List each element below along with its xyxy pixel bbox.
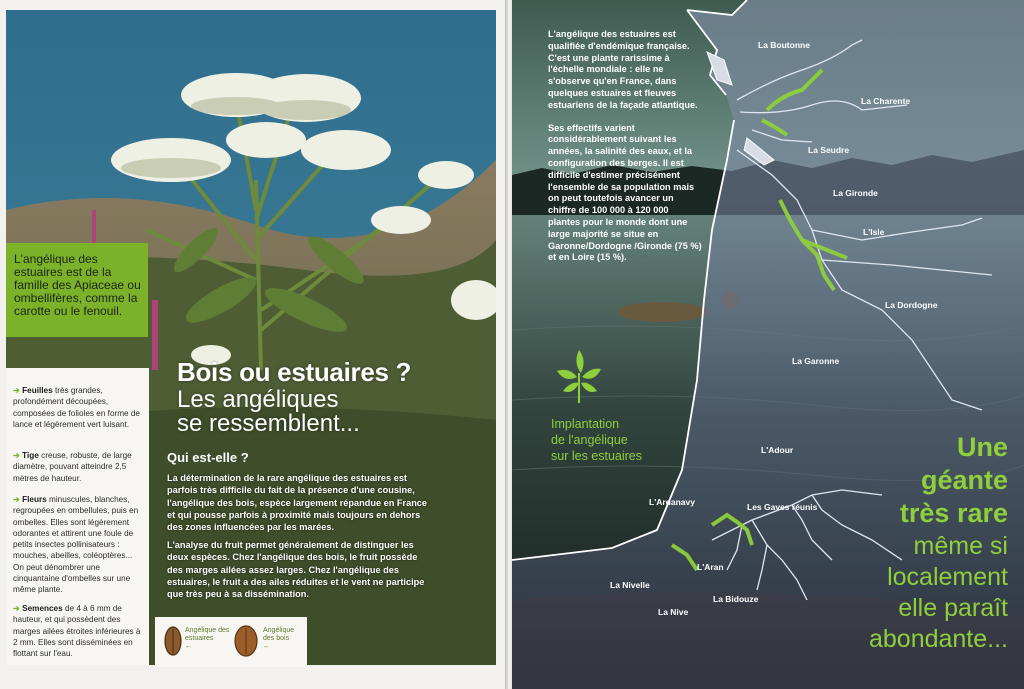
implantation-line-1: Implantation — [551, 417, 620, 431]
intro-paragraph-2: Ses effectifs varient considérablement suivant les années, la salinité des eaux, et la configuration des berges. Il est difficile d'estimer précisément l'ensemble de sa population mais on peut toutefois avancer un chiffre de 100 000 à 120 000 plantes pour le monde dont une large majorité se situe en Garonne/Dordogne /Gironde (75 %) et en Loire (15 %). — [548, 122, 702, 263]
river-label-adour: L'Adour — [761, 445, 794, 455]
river-label-aran: L'Aran — [697, 562, 724, 572]
arrow-icon: ← — [185, 643, 192, 650]
river-label-garonne: La Garonne — [792, 356, 840, 366]
river-label-gironde: La Gironde — [833, 188, 878, 198]
left-page — [0, 0, 508, 689]
headline-line-7: abondante... — [868, 625, 1008, 653]
arrow-bullet-icon: ➔ — [13, 386, 20, 395]
arrow-icon: ← — [263, 643, 270, 650]
headline-line-4: même si — [913, 532, 1008, 560]
section-heading: Qui est-elle ? — [167, 450, 249, 465]
feature-flowers: ➔ Fleurs minuscules, blanches, regroupées en ombellules, puis en ombelles. Elles sont légèrement odorantes et attirent une foule de petits insectes pollinisateurs : mouches, abeilles, coléoptères... On peut dénombrer une cinquantaine d'ombelles sur une même plante. — [13, 495, 139, 595]
family-note-box: L'angélique des estuaires est de la famille des Apiaceae ou ombellifères, comme la carotte ou le fenouil. — [6, 243, 148, 337]
right-page — [512, 0, 1024, 689]
river-label-seudre: La Seudre — [808, 145, 850, 155]
feature-stem: ➔ Tige creuse, robuste, de large diamètre, pouvant atteindre 2,5 mètres de hauteur. — [13, 451, 132, 483]
river-label-boutonne: La Boutonne — [758, 40, 810, 50]
intro-paragraph-1: L'angélique des estuaires est qualifiée d'endémique française. C'est une plante rarissime à l'échelle mondiale : elle ne s'observe qu'en France, dans quelques estuaires et fleuves estuariens de la façade atlantique. — [548, 29, 698, 110]
headline-line-3: très rare — [899, 498, 1008, 528]
implantation-line-3: sur les estuaires — [551, 449, 643, 463]
body-paragraph-2: L'analyse du fruit permet généralement de distinguer les deux espèces. Chez l'angélique des bois, le fruit possède des marges ailées assez larges. Chez l'angélique des estuaires, le fruit a des ailes réduites et le vent ne participe que très peu à sa dissémination. — [167, 540, 425, 600]
river-label-bidouze: La Bidouze — [713, 594, 759, 604]
headline-line-5: localement — [887, 563, 1008, 591]
feature-seeds: ➔ Semences de 4 à 6 mm de hauteur, et qui possèdent des marges ailées étroites inférieures à 2 mm. Elles sont disséminées en flottant sur l'eau. — [13, 604, 141, 659]
page-subtitle-line1: Les angéliques — [177, 386, 339, 413]
river-label-nivelle: La Nivelle — [610, 580, 650, 590]
river-label-nive: La Nive — [658, 607, 689, 617]
intro-text — [548, 29, 703, 275]
feature-leaves: ➔ Feuilles très grandes, profondément découpées, composées de folioles en forme de lance et légèrement vert luisant. — [13, 386, 140, 429]
headline-line-1: Une — [956, 432, 1008, 462]
implantation-line-2: de l'angélique — [551, 433, 628, 447]
arrow-bullet-icon: ➔ — [13, 451, 20, 460]
page-title: Bois ou estuaires ? — [177, 357, 412, 387]
seed-label-bois: Angélique des bois — [263, 627, 295, 642]
river-label-ardanavy: L'Ardanavy — [649, 497, 695, 507]
headline-line-2: géante — [920, 465, 1008, 495]
river-label-dordogne: La Dordogne — [885, 300, 938, 310]
implantation-caption — [551, 416, 642, 464]
seed-label-estuaires: Angélique des estuaires — [185, 627, 230, 642]
headline-line-6: elle paraît — [898, 594, 1008, 622]
page-subtitle-line2: se ressemblent... — [177, 410, 360, 437]
seed-comparison — [155, 617, 307, 667]
arrow-bullet-icon: ➔ — [13, 495, 20, 504]
body-paragraph-1: La détermination de la rare angélique des estuaires est parfois très difficile du fait de la présence d'une cousine, l'angélique des bois, espèce largement répandue en France et qui pousse parfois à proximité mais toujours en dehors des zones influencées par les marées. — [167, 473, 428, 533]
leaf-icon — [549, 345, 609, 405]
river-label-gaves: Les Gaves réunis — [747, 502, 818, 512]
river-label-isle: L'Isle — [863, 227, 885, 237]
arrow-bullet-icon: ➔ — [13, 604, 20, 613]
river-label-charente: La Charente — [861, 96, 911, 106]
